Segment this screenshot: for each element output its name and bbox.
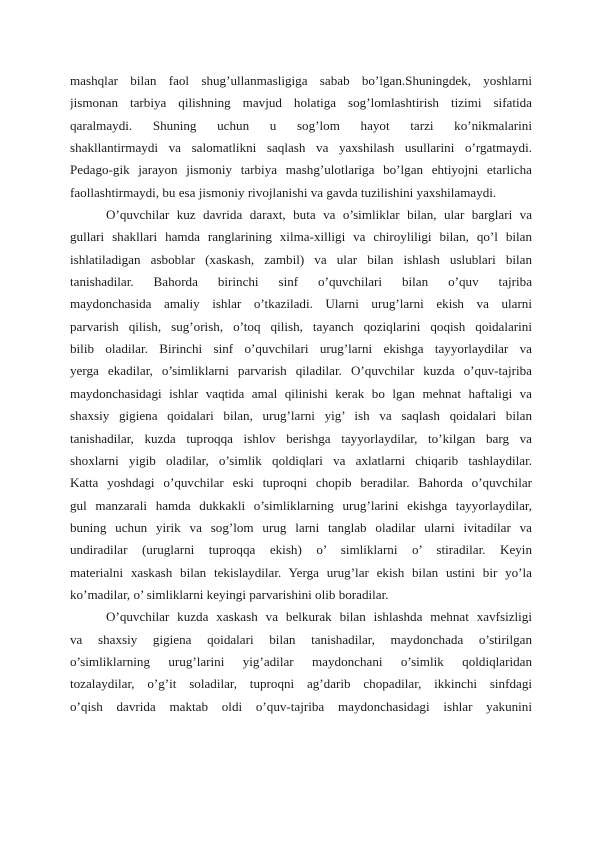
text-line: o’qish davrida maktab oldi o’quv-tajriba maydonchasidagi ishlar yakunini — [70, 698, 532, 714]
text-line: yerga ekadilar, o’simliklarni parvarish qiladilar. O’quvchilar kuzda o’quv-tajriba — [70, 363, 532, 379]
text-line: ishlatiladigan asboblar (xaskash, zambil) va ular bilan ishlash uslublari bilan — [70, 251, 532, 267]
text-line: o’simliklarning urug’larini yig’adilar maydonchani o’simlik qoldiqlaridan — [70, 653, 532, 669]
text-line: Pedago-gik jarayon jismoniy tarbiya mashg’ulotlariga bo’lgan ehtiyojni etarlicha — [70, 162, 532, 178]
text-line: jismonan tarbiya qilishning mavjud holatiga sog’lomlashtirish tizimi sifatida — [70, 95, 532, 111]
text-line: materialni xaskash bilan tekislaydilar. Yerga urug’lar ekish bilan ustini bir yo’la — [70, 564, 532, 580]
text-line: bilib oladilar. Birinchi sinf o’quvchilari urug’larni ekishga tayyorlaydilar va — [70, 341, 532, 357]
text-line: parvarish qilish, sug’orish, o’toq qilish, tayanch qoziqlarini qoqish qoidalarini — [70, 318, 532, 334]
text-line: faollashtirmaydi, bu esa jismoniy rivojlanishi va gavda tuzilishini yaxshilamaydi. — [70, 184, 497, 200]
document-page — [70, 70, 532, 718]
text-line: maydonchasidagi ishlar vaqtida amal qilinishi kerak bo lgan mehnat haftaligi va — [70, 385, 532, 401]
text-line: gullari shakllari hamda ranglarining xilma-xilligi va chiroyliligi bilan, qo’l bilan — [70, 229, 532, 245]
text-line: Katta yoshdagi o’quvchilar eski tuproqni chopib beradilar. Bahorda o’quvchilar — [70, 475, 532, 491]
text-line: tozalaydilar, o’g’it soladilar, tuproqni ag’darib chopadilar, ikkinchi sinfdagi — [70, 676, 532, 692]
text-line: gul manzarali hamda dukkakli o’simliklarning urug’larini ekishga tayyorlaydilar, — [70, 497, 532, 513]
text-line: tanishadilar, kuzda tuproqqa ishlov berishga tayyorlaydilar, to’kilgan barg va — [70, 430, 532, 446]
text-line: buning uchun yirik va sog’lom urug larni tanglab oladilar ularni ivitadilar va — [70, 519, 532, 535]
text-line: shakllantirmaydi va salomatlikni saqlash va yaxshilash usullarini o’rgatmaydi. — [70, 140, 532, 156]
text-line: maydonchasida amaliy ishlar o’tkaziladi. Ularni urug’larni ekish va ularni — [70, 296, 532, 312]
text-line: shaxsiy gigiena qoidalari bilan, urug’larni yig’ ish va saqlash qoidalari bilan — [70, 408, 532, 424]
text-line: undiradilar (uruglarni tuproqqa ekish) o’ simliklarni o’ stiradilar. Keyin — [70, 542, 532, 558]
text-line: va shaxsiy gigiena qoidalari bilan tanishadilar, maydonchada o’stirilgan — [70, 631, 532, 647]
text-line: ko’madilar, o’ simliklarni keyingi parvarishini olib boradilar. — [70, 586, 389, 602]
text-line: O’quvchilar kuz davrida daraxt, buta va o’simliklar bilan, ular barglari va — [106, 207, 532, 223]
text-line: tanishadilar. Bahorda birinchi sinf o’quvchilari bilan o’quv tajriba — [70, 274, 532, 290]
text-line: mashqlar bilan faol shug’ullanmasligiga sabab bo’lgan.Shuningdek, yoshlarni — [70, 73, 532, 88]
text-line: O’quvchilar kuzda xaskash va belkurak bilan ishlashda mehnat xavfsizligi — [106, 609, 532, 625]
text-line: shoxlarni yigib oladilar, o’simlik qoldiqlari va axlatlarni chiqarib tashlaydilar. — [70, 452, 532, 468]
text-line: qaralmaydi. Shuning uchun u sog’lom hayot tarzi ko’nikmalarini — [70, 117, 532, 133]
